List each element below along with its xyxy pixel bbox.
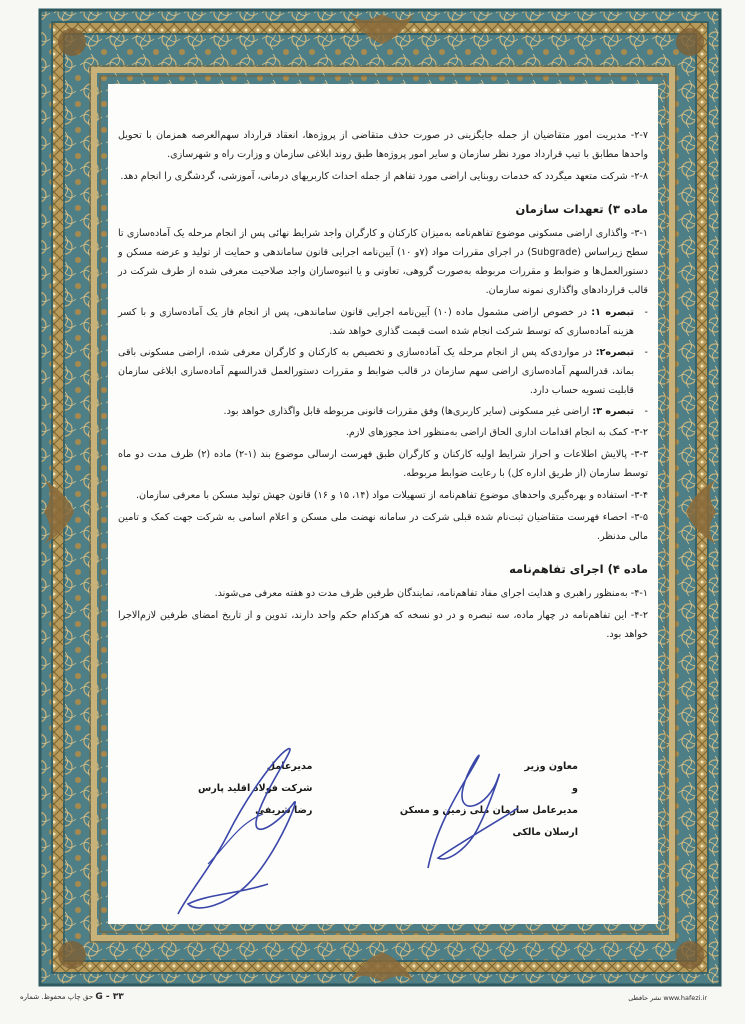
signature-right-scribble [408, 748, 528, 878]
document-page [108, 84, 658, 924]
document-body [118, 126, 648, 647]
signatory-right-title: معاون وزیر [524, 761, 578, 772]
note-1-text: در خصوص اراضی مشمول ماده (۱۰) آیین‌نامه اجرایی قانون ساماندهی، پس از انجام فاز یک آماده‌سازی و با کسر هزینه آماده‌سازی که توسط شرکت انجام شده است قیمت گذاری خواهد شد. [118, 307, 634, 337]
footer-code: G - ۳۳ [95, 992, 124, 1002]
clause-4-2: ۴-۲- این تفاهم‌نامه در چهار ماده، سه تبصره و در دو نسخه که هرکدام حکم واحد دارند، تدوین و از تاریخ امضای طرفین لازم‌الاجرا خواهد بود. [118, 610, 648, 640]
note-2 [118, 343, 648, 400]
note-1-label: تبصره ۱: [591, 307, 634, 318]
signature-left-scribble [168, 744, 318, 919]
footer-copyright-text: حق چاپ محفوظ. شماره [20, 993, 94, 1001]
note-2-label: تبصره۲: [595, 347, 634, 358]
footer-copyright [20, 992, 124, 1002]
signatory-right-name: ارسلان مالکی [512, 827, 578, 838]
footer-publisher: www.hafezi.ir نشر حافظی [628, 994, 707, 1002]
note-2-text: در مواردی‌که پس از انجام مرحله یک آماده‌سازی و تخصیص به کارکنان و کارگران معرفی شده، اراضی مسکونی باقی بماند، قدرالسهم آماده‌سازی اراضی سهم سازمان در قالب ضوابط و مقررات دستورالعمل قدرالسهم آماده‌سازی ابلاغی سازمان قابلیت تسویه حساب دارد. [118, 347, 634, 396]
clause-3-3: ۳-۳- پالایش اطلاعات و احراز شرایط اولیه کارکنان و کارگران طبق فهرست ارسالی موضوع بند (۱-۲) ماده (۲) ظرف مدت دو ماه توسط سازمان (از طریق اداره کل) با رعایت ضوابط مربوطه. [118, 449, 648, 479]
note-1 [118, 303, 648, 341]
clause-3-2: ۳-۲- کمک به انجام اقدامات اداری الحاق اراضی به‌منظور اخذ مجوزهای لازم. [345, 427, 648, 438]
signatory-left-company: شرکت فولاد اقلید پارس [198, 783, 313, 794]
clause-3-5: ۳-۵- احصاء فهرست متقاضیان ثبت‌نام شده قبلی شرکت در سامانه نهضت ملی مسکن و اعلام اسامی به شرکت جهت کمک و تامین مالی مدنظر. [118, 512, 648, 542]
clause-3-1: ۳-۱- واگذاری اراضی مسکونی موضوع تفاهم‌نامه به‌میزان کارکنان و کارگران واجد شرایط نهائی پس از انجام مرحله یک آماده‌سازی تا سطح زیراساس (Subgrade) در اجرای مقررات مواد (۷و ۱۰) آیین‌نامه اجرایی قانون ساماندهی و حمایت از تولید و عرضه مسکن و دستورالعمل‌ها و ضوابط و مقررات مربوطه به‌صورت گروهی، تعاونی و یا انبوه‌سازان واجد صلاحیت معرفی شده از طرف شرکت در قالب قراردادهای واگذاری نمونه سازمان. [118, 228, 648, 296]
signature-area [108, 744, 658, 924]
section-4-title: ماده ۴) اجرای تفاهم‌نامه [509, 562, 648, 576]
section-3-title: ماده ۳) تعهدات سازمان [515, 202, 648, 216]
note-3-text: اراضی غیر مسکونی (سایر کاربری‌ها) وفق مقررات قانونی مربوطه قابل واگذاری خواهد بود. [223, 406, 593, 417]
clause-4-1: ۴-۱- به‌منظور راهبری و هدایت اجرای مفاد تفاهم‌نامه، نمایندگان طرفین ظرف مدت دو هفته معرفی می‌شوند. [214, 588, 648, 599]
note-3 [118, 402, 648, 421]
clause-2-8: ۲-۸- شرکت متعهد میگردد که خدمات روبنایی اراضی مورد تفاهم از جمله احداث کاربریهای درمانی، آموزشی، گردشگری را انجام دهد. [120, 171, 648, 182]
clause-3-4: ۳-۴- استفاده و بهره‌گیری واحدهای موضوع تفاهم‌نامه از تسهیلات مواد (۱۴، ۱۵ و ۱۶) قانون جهش تولید مسکن با معرفی سازمان. [136, 490, 648, 501]
signatory-right-position: مدیرعامل سازمان ملی زمین و مسکن [399, 805, 578, 816]
clause-2-7: ۲-۷- مدیریت امور متقاضیان از جمله جایگزینی در صورت حذف متقاضی از پروژه‌ها، انعقاد قرارداد سهم‌العرصه همزمان با تحویل واحدها مطابق با تیپ قرارداد مورد نظر سازمان و سایر امور پروژه‌ها طبق روند ابلاغی سازمان و وزارت راه و شهرسازی. [118, 130, 648, 160]
signatory-left-title: مدیرعامل [266, 761, 313, 772]
signatory-left-name: رضا شریفی [255, 805, 313, 816]
note-3-label: تبصره ۳: [592, 406, 634, 417]
signatory-right-conjunction: و [572, 783, 578, 794]
